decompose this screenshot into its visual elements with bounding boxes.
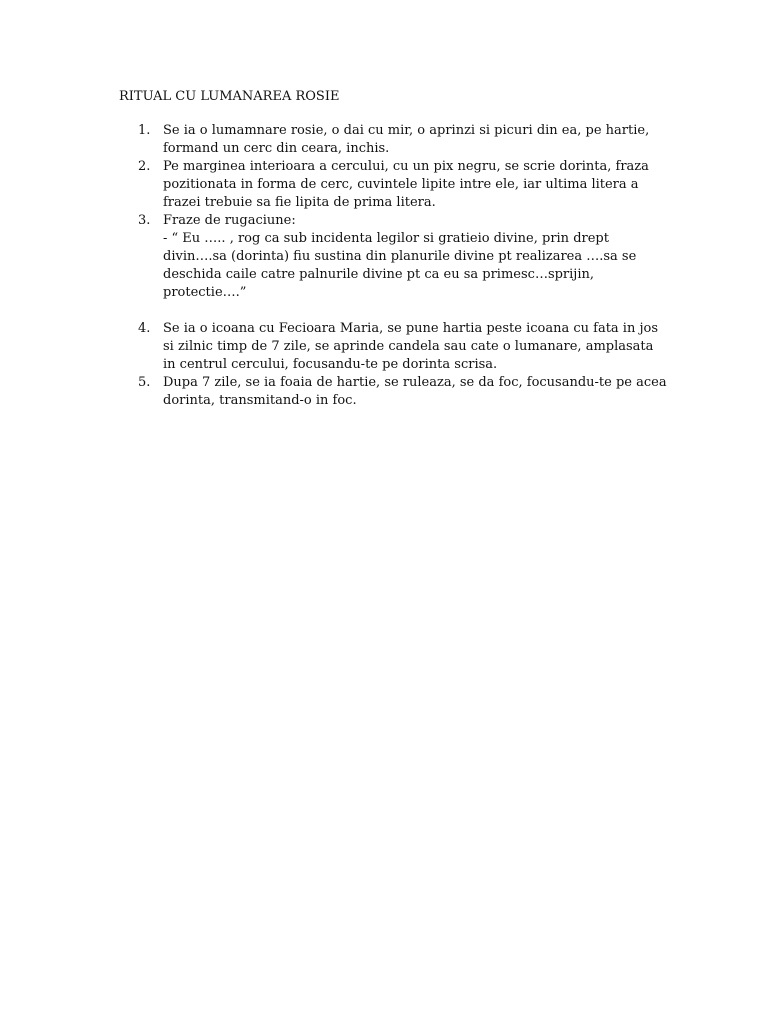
list-item-line: si zilnic timp de 7 zile, se aprinde candela sau cate o lumanare, amplasata bbox=[163, 339, 654, 354]
list-item-line: protectie….” bbox=[163, 285, 247, 300]
list-item-line: deschida caile catre palnurile divine pt ca eu sa primesc…sprijin, bbox=[163, 267, 594, 282]
list-item bbox=[119, 320, 664, 374]
list-item-line: in centrul cercului, focusandu-te pe dorinta scrisa. bbox=[163, 357, 498, 372]
list-item-line: Fraze de rugaciune: bbox=[163, 213, 296, 228]
list-item-line: divin….sa (dorinta) fiu sustina din planurile divine pt realizarea ….sa se bbox=[163, 249, 637, 264]
list-item-line: Pe marginea interioara a cercului, cu un pix negru, se scrie dorinta, fraza bbox=[163, 159, 649, 174]
list-item-line: formand un cerc din ceara, inchis. bbox=[163, 141, 390, 156]
list-item bbox=[119, 212, 664, 302]
list-item bbox=[119, 158, 664, 212]
paragraph-spacer bbox=[119, 302, 664, 320]
list-item-line: pozitionata in forma de cerc, cuvintele lipite intre ele, iar ultima litera a bbox=[163, 177, 639, 192]
list-item-number: 4. bbox=[138, 321, 151, 336]
list-item-number: 3. bbox=[138, 213, 151, 228]
list-item-line: frazei trebuie sa fie lipita de prima litera. bbox=[163, 195, 436, 210]
list-item-line: dorinta, transmitand-o in foc. bbox=[163, 393, 357, 408]
list-item-line: Se ia o icoana cu Fecioara Maria, se pune hartia peste icoana cu fata in jos bbox=[163, 321, 658, 336]
ritual-steps-list bbox=[119, 122, 667, 410]
list-item-line: Dupa 7 zile, se ia foaia de hartie, se ruleaza, se da foc, focusandu-te pe acea bbox=[163, 375, 667, 390]
list-item-number: 5. bbox=[138, 375, 151, 390]
list-item-number: 1. bbox=[138, 123, 151, 138]
document-title: RITUAL CU LUMANAREA ROSIE bbox=[119, 89, 340, 104]
list-item bbox=[119, 374, 667, 410]
list-item bbox=[119, 122, 664, 158]
list-item-line: Se ia o lumamnare rosie, o dai cu mir, o aprinzi si picuri din ea, pe hartie, bbox=[163, 123, 650, 138]
list-item-number: 2. bbox=[138, 159, 151, 174]
list-item-line: - “ Eu ….. , rog ca sub incidenta legilor si gratieio divine, prin drept bbox=[163, 231, 609, 246]
